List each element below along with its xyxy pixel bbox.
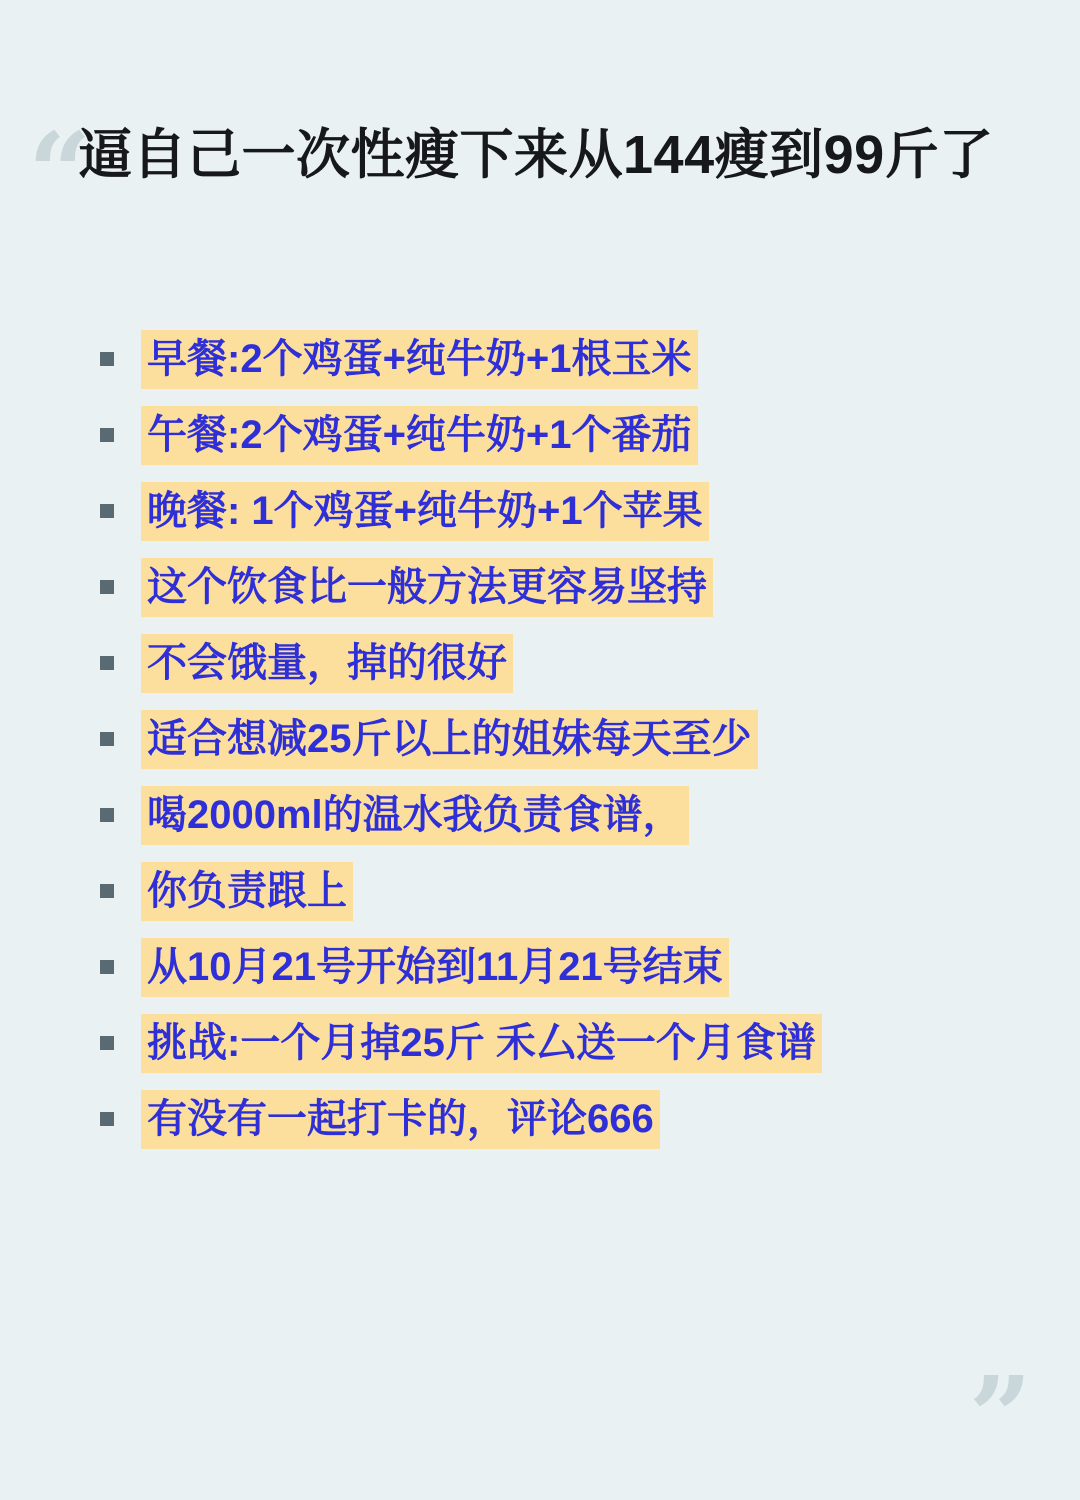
open-quote-icon: “ (28, 108, 92, 237)
list-item-text: 有没有一起打卡的，评论666 (141, 1090, 660, 1149)
bullet-icon (100, 884, 114, 898)
list-item (100, 862, 1020, 921)
page-title: 逼自己一次性瘦下来从144瘦到99斤了 (78, 125, 994, 186)
bullet-icon (100, 1036, 114, 1050)
list-item-text: 你负责跟上 (141, 862, 353, 921)
list-item (100, 1014, 1020, 1073)
list-item (100, 710, 1020, 769)
list-item-text: 适合想减25斤以上的姐妹每天至少 (141, 710, 758, 769)
bullet-icon (100, 504, 114, 518)
bullet-icon (100, 1112, 114, 1126)
bullet-icon (100, 428, 114, 442)
list-item (100, 1090, 1020, 1149)
bullet-icon (100, 656, 114, 670)
list-item-text: 不会饿量，掉的很好 (141, 634, 513, 693)
list-item-text: 从10月21号开始到11月21号结束 (141, 938, 729, 997)
list-item (100, 406, 1020, 465)
list-item-text: 这个饮食比一般方法更容易坚持 (141, 558, 713, 617)
bullet-icon (100, 732, 114, 746)
list-item-text: 早餐:2个鸡蛋+纯牛奶+1根玉米 (141, 330, 698, 389)
list-item-text: 晚餐: 1个鸡蛋+纯牛奶+1个苹果 (141, 482, 709, 541)
list-item (100, 786, 1020, 845)
list-item (100, 634, 1020, 693)
bullet-icon (100, 808, 114, 822)
tips-list (100, 330, 1020, 1166)
close-quote-icon: ” (968, 1352, 1032, 1481)
list-item-text: 午餐:2个鸡蛋+纯牛奶+1个番茄 (141, 406, 698, 465)
bullet-icon (100, 960, 114, 974)
list-item-text: 挑战:一个月掉25斤 禾厶送一个月食谱 (141, 1014, 822, 1073)
list-item (100, 558, 1020, 617)
list-item (100, 330, 1020, 389)
list-item-text: 喝2000ml的温水我负责食谱， (141, 786, 689, 845)
list-item (100, 938, 1020, 997)
bullet-icon (100, 352, 114, 366)
list-item (100, 482, 1020, 541)
bullet-icon (100, 580, 114, 594)
